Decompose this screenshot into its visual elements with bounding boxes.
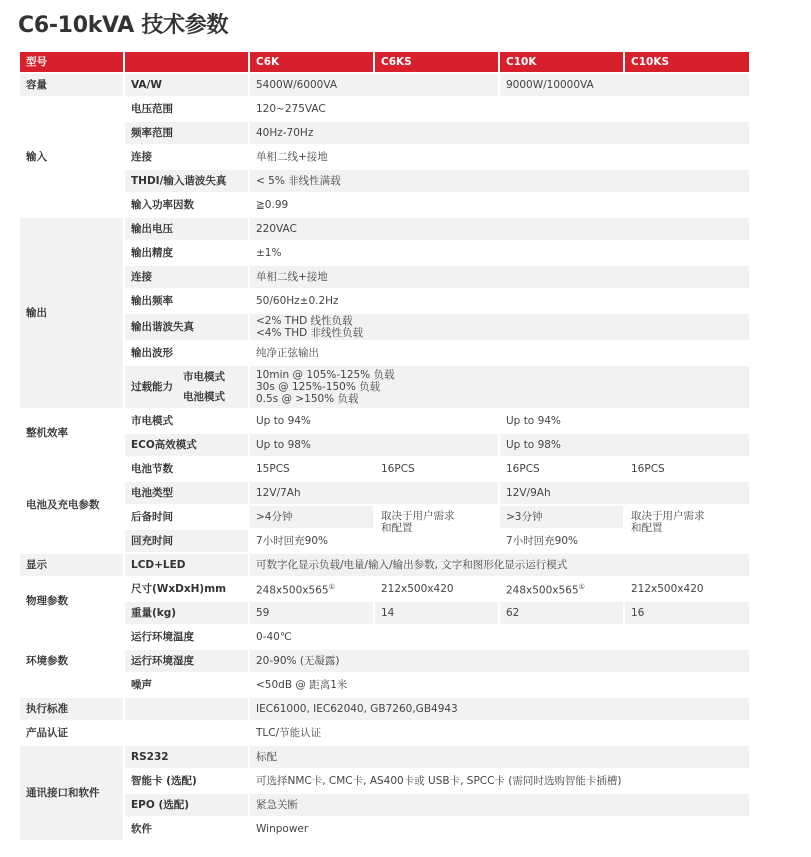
capacity-c10: 9000W/10000VA: [500, 74, 749, 96]
capacity-unit: VA/W: [125, 74, 248, 96]
table-row: [20, 434, 749, 456]
battery-type-c10: 12V/9Ah: [500, 482, 749, 504]
battery-type-c6: 12V/7Ah: [250, 482, 498, 504]
card-label: 智能卡 (选配): [125, 770, 248, 792]
input-thdi-value: < 5% 非线性满载: [250, 170, 749, 192]
page-title: C6-10kVA 技术参数: [18, 13, 229, 38]
battery-backup-label: 后备时间: [125, 506, 248, 528]
output-precision-label: 输出精度: [125, 242, 248, 264]
output-connection-label: 连接: [125, 266, 248, 288]
table-row: [20, 722, 749, 744]
cert-blank: [125, 722, 248, 744]
epo-label: EPO (选配): [125, 794, 248, 816]
group-comm: 通讯接口和软件: [20, 746, 123, 840]
battery-backup-c10k: >3分钟: [500, 506, 623, 528]
output-connection-value: 单相二线+接地: [250, 266, 749, 288]
cert-value: TLC/节能认证: [250, 722, 749, 744]
group-capacity: 容量: [20, 74, 123, 96]
table-row: [20, 458, 749, 480]
env-humidity-label: 运行环境湿度: [125, 650, 248, 672]
size-c6ks: 212x500x420: [375, 578, 498, 600]
battery-recharge-c6: 7小时回充90%: [250, 530, 373, 552]
header-blank: [125, 52, 248, 72]
output-thd-value: [250, 314, 749, 340]
size-label: 尺寸(WxDxH)mm: [125, 578, 248, 600]
weight-label: 重量(kg): [125, 602, 248, 624]
weight-c10k: 62: [500, 602, 623, 624]
group-input: 输入: [20, 98, 123, 216]
env-temp-value: 0-40℃: [250, 626, 749, 648]
table-row: [20, 554, 749, 576]
eff-eco-c6: Up to 98%: [250, 434, 498, 456]
rs232-value: 标配: [250, 746, 749, 768]
table-row: [20, 818, 749, 840]
display-label: LCD+LED: [125, 554, 248, 576]
output-overload-label: 过载能力: [131, 381, 173, 393]
env-humidity-value: 20-90% (无凝露): [250, 650, 749, 672]
header-c6k: C6K: [250, 52, 373, 72]
input-freq-label: 频率范围: [125, 122, 248, 144]
table-row: [20, 410, 749, 432]
capacity-c6: 5400W/6000VA: [250, 74, 498, 96]
table-row: [20, 650, 749, 672]
table-row: [20, 674, 749, 696]
output-frequency-label: 输出频率: [125, 290, 248, 312]
input-pf-label: 输入功率因数: [125, 194, 248, 216]
footnote-mark: ①: [578, 583, 585, 592]
input-connection-label: 连接: [125, 146, 248, 168]
standard-value: IEC61000, IEC62040, GB7260,GB4943: [250, 698, 749, 720]
table-row: [20, 794, 749, 816]
eff-eco-label: ECO高效模式: [125, 434, 248, 456]
display-value: 可数字化显示负载/电量/输入/输出参数, 文字和图形化显示运行模式: [250, 554, 749, 576]
size-c10ks: 212x500x420: [625, 578, 749, 600]
table-row: [20, 194, 749, 216]
spec-table: [18, 50, 751, 842]
table-row: [20, 602, 749, 624]
table-row: [20, 98, 749, 120]
table-row: [20, 146, 749, 168]
header-c6ks: C6KS: [375, 52, 498, 72]
output-overload-value: [250, 366, 749, 408]
table-row: [20, 342, 749, 364]
table-row: [20, 626, 749, 648]
eff-eco-c10: Up to 98%: [500, 434, 749, 456]
battery-count-label: 电池节数: [125, 458, 248, 480]
battery-count-c10ks: 16PCS: [625, 458, 749, 480]
table-row: [20, 242, 749, 264]
size-c6k: 248x500x565①: [250, 578, 373, 600]
battery-count-c6ks: 16PCS: [375, 458, 498, 480]
output-precision-value: ±1%: [250, 242, 749, 264]
battery-recharge-label: 回充时间: [125, 530, 248, 552]
env-noise-label: 噪声: [125, 674, 248, 696]
battery-type-label: 电池类型: [125, 482, 248, 504]
size-c10k: 248x500x565①: [500, 578, 623, 600]
group-standard: 执行标准: [20, 698, 123, 720]
header-model: 型号: [20, 52, 123, 72]
output-thd-label: 输出谐波失真: [125, 314, 248, 340]
input-voltage-label: 电压范围: [125, 98, 248, 120]
eff-mains-label: 市电模式: [125, 410, 248, 432]
overload-line2: 30s @ 125%-150% 负载: [256, 381, 381, 393]
table-row: [20, 770, 749, 792]
env-noise-value: <50dB @ 距离1米: [250, 674, 749, 696]
input-pf-value: ≧0.99: [250, 194, 749, 216]
table-row: [20, 578, 749, 600]
table-row: [20, 314, 749, 340]
header-c10k: C10K: [500, 52, 623, 72]
output-voltage-label: 输出电压: [125, 218, 248, 240]
input-thdi-label: THDI/输入谐波失真: [125, 170, 248, 192]
battery-count-c10k: 16PCS: [500, 458, 623, 480]
weight-c6k: 59: [250, 602, 373, 624]
output-frequency-value: 50/60Hz±0.2Hz: [250, 290, 749, 312]
output-waveform-value: 纯净正弦输出: [250, 342, 749, 364]
table-row: [20, 266, 749, 288]
standard-blank: [125, 698, 248, 720]
weight-c6ks: 14: [375, 602, 498, 624]
output-voltage-value: 220VAC: [250, 218, 749, 240]
output-overload-label-cell: [125, 366, 248, 408]
software-value: Winpower: [250, 818, 749, 840]
table-row: [20, 482, 749, 504]
input-voltage-value: 120~275VAC: [250, 98, 749, 120]
group-efficiency: 整机效率: [20, 410, 123, 456]
overload-mode-mains: 市电模式: [183, 371, 225, 383]
overload-line1: 10min @ 105%-125% 负载: [256, 369, 395, 381]
table-row: [20, 290, 749, 312]
group-output: 输出: [20, 218, 123, 408]
weight-c10ks: 16: [625, 602, 749, 624]
table-row: [20, 366, 749, 408]
battery-backup-c6ks: 取决于用户需求 和配置: [375, 506, 498, 552]
table-row: [20, 218, 749, 240]
header-c10ks: C10KS: [625, 52, 749, 72]
output-waveform-label: 输出波形: [125, 342, 248, 364]
group-physical: 物理参数: [20, 578, 123, 624]
env-temp-label: 运行环境温度: [125, 626, 248, 648]
footnote-mark: ①: [328, 583, 335, 592]
battery-backup-c10ks: 取决于用户需求 和配置: [625, 506, 749, 552]
battery-count-c6k: 15PCS: [250, 458, 373, 480]
software-label: 软件: [125, 818, 248, 840]
table-row: [20, 122, 749, 144]
epo-value: 紧急关断: [250, 794, 749, 816]
overload-line3: 0.5s @ >150% 负载: [256, 393, 359, 405]
overload-mode-battery: 电池模式: [183, 391, 225, 403]
output-thd-line2: <4% THD 非线性负载: [256, 327, 364, 339]
input-freq-value: 40Hz-70Hz: [250, 122, 749, 144]
group-battery: 电池及充电参数: [20, 458, 123, 552]
table-row: [20, 506, 749, 528]
output-thd-line1: <2% THD 线性负载: [256, 315, 353, 327]
eff-mains-c10: Up to 94%: [500, 410, 749, 432]
table-row: [20, 170, 749, 192]
group-cert: 产品认证: [20, 722, 123, 744]
card-value: 可选择NMC卡, CMC卡, AS400卡或 USB卡, SPCC卡 (需同时选购智能卡插槽): [250, 770, 749, 792]
table-header-row: [20, 52, 749, 72]
battery-backup-c6k: >4分钟: [250, 506, 373, 528]
eff-mains-c6: Up to 94%: [250, 410, 498, 432]
table-row: [20, 746, 749, 768]
rs232-label: RS232: [125, 746, 248, 768]
group-environment: 环境参数: [20, 626, 123, 696]
table-row: [20, 698, 749, 720]
group-display: 显示: [20, 554, 123, 576]
table-row: [20, 74, 749, 96]
battery-recharge-c10: 7小时回充90%: [500, 530, 623, 552]
input-connection-value: 单相二线+接地: [250, 146, 749, 168]
